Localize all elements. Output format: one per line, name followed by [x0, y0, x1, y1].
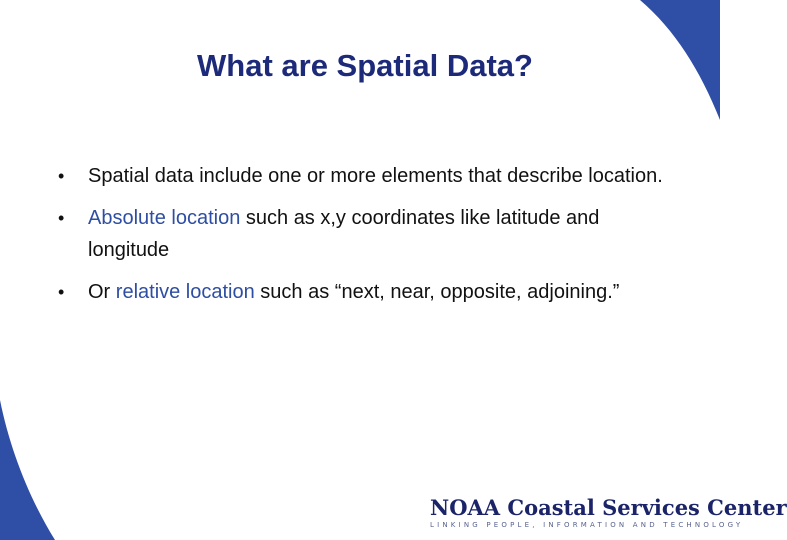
noaa-logo — [430, 495, 787, 530]
bottom-left-arc — [0, 400, 55, 540]
bullet-text: such as “next, near, opposite, adjoining.” — [254, 281, 620, 303]
bullet-highlight: Absolute location — [88, 207, 241, 229]
bullet-text: Spatial data include one or more elements that describe location. — [88, 165, 663, 187]
bullet-text: such as x,y coordinates like latitude and longitude — [88, 207, 600, 261]
bullet-list — [58, 160, 668, 318]
bullet-marker: • — [58, 208, 65, 228]
bullet-item — [58, 202, 668, 266]
bullet-item — [58, 160, 668, 192]
logo-tagline: LINKING PEOPLE, INFORMATION AND TECHNOLOGY — [430, 521, 744, 529]
bullet-text-prefix: Or — [88, 281, 116, 303]
slide-title: What are Spatial Data? — [197, 48, 533, 83]
bullet-highlight: relative location — [115, 281, 255, 303]
bullet-marker: • — [58, 282, 65, 302]
logo-name: NOAA Coastal Services Center — [430, 495, 787, 520]
bullet-item — [58, 276, 668, 308]
bullet-marker: • — [58, 166, 65, 186]
